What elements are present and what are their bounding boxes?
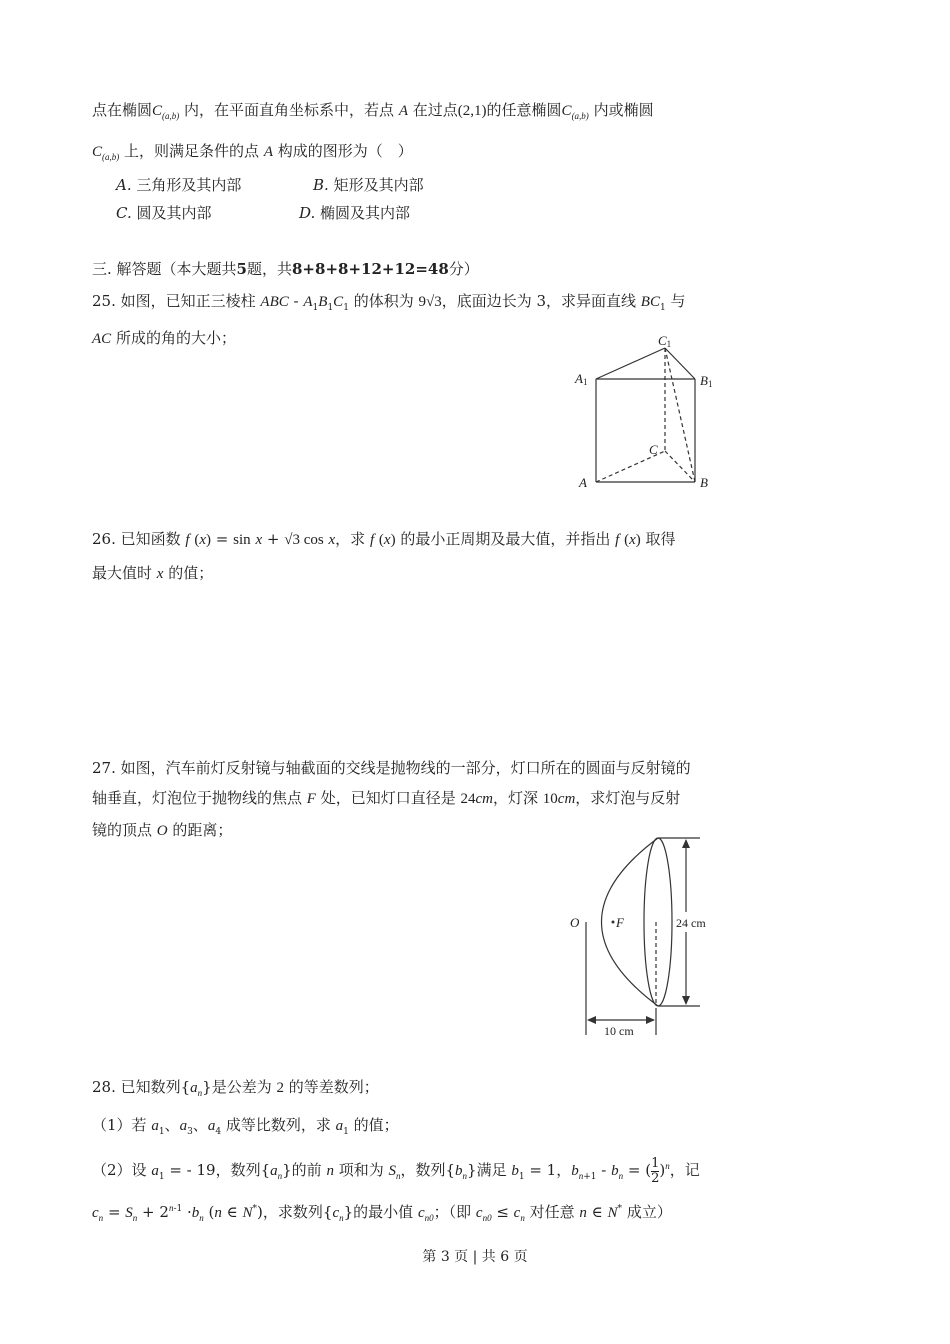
q24-line2: $C_{(a,b)}$ 上，则满足条件的点 A 构成的图形为（ ）: [92, 142, 413, 162]
q25-line1: 25. 如图，已知正三棱柱 ABC - $A_1B_1C_1$ 的体积为 9√3，底面边长为 3，求异面直线 $BC_1$ 与: [92, 292, 686, 313]
page-footer: 第 3 页 | 共 6 页: [422, 1249, 528, 1265]
label-diameter: 24 cm: [676, 916, 706, 930]
label-b1: B1: [700, 373, 713, 389]
label-b: B: [700, 475, 708, 490]
label-o: O: [570, 915, 580, 930]
parabola-curve: [602, 838, 659, 1006]
prism-figure: [570, 333, 730, 493]
edge-cb: [665, 451, 695, 482]
q24-option-c: C. 圆及其内部: [116, 204, 212, 222]
q24-option-d: D. 椭圆及其内部: [299, 204, 411, 222]
label-f: F: [616, 915, 624, 930]
label-a1: A1: [575, 371, 588, 387]
section-title: 三. 解答题（本大题共5题，共8+8+8+12+12=48分）: [92, 260, 479, 278]
edge-a1c1: [596, 348, 665, 379]
q28-part2: （2）设 $a_1$ = - 19，数列$\{a_n\}$的前 n 项和为 $S_n$，数列$\{b_n\}$满足 $b_1 = 1$，$b_{n+1} - b_n$ = ( $\frac{1}{2}$ )$^n$，记: [92, 1155, 700, 1186]
q28-line1: 28. 已知数列$\{a_n\}$是公差为 2 的等差数列；: [92, 1078, 379, 1098]
label-depth: 10 cm: [604, 1024, 634, 1038]
q24-option-b: B. 矩形及其内部: [313, 176, 424, 194]
q24-line1: 点在椭圆$C_{(a,b)}$ 内，在平面直角坐标系中，若点 A 在过点(2,1)的任意椭圆$C_{(a,b)}$ 内或椭圆: [92, 101, 654, 121]
q24-option-a: A. 三角形及其内部: [116, 176, 242, 194]
q28-part2b: $c_n = S_n + 2^{n-1} \cdot b_n$ (n ∈ N*)，求数列$\{c_n\}$的最小值 $c_{n0}$；（即 $c_{n0} \le c_n$ 对任意 n ∈ N* 成立）: [92, 1203, 672, 1223]
focus-point: [612, 921, 615, 924]
label-c: C: [649, 442, 658, 457]
q26-line1: 26. 已知函数 f (x) = sin x + √3 cos x，求 f (x) 的最小正周期及最大值，并指出 f (x) 取得: [92, 530, 676, 548]
q27-line1: 27. 如图，汽车前灯反射镜与轴截面的交线是抛物线的一部分，灯口所在的圆面与反射镜的: [92, 759, 691, 777]
edge-bc1: [665, 348, 695, 482]
q27-line2: 轴垂直，灯泡位于抛物线的焦点 F 处，已知灯口直径是 24cm，灯深 10cm，求灯泡与反射: [92, 789, 681, 807]
q25-line2: AC 所成的角的大小；: [92, 329, 236, 347]
q27-line3: 镜的顶点 O 的距离；: [92, 821, 233, 839]
q26-line2: 最大值时 x 的值；: [92, 564, 214, 582]
label-a: A: [579, 475, 587, 490]
headlight-figure: [560, 830, 740, 1040]
label-c1: C1: [658, 333, 672, 349]
edge-c1b1: [665, 348, 695, 379]
q28-part1: （1）若 $a_1$、$a_3$、$a_4$ 成等比数列，求 $a_1$ 的值；: [92, 1116, 399, 1137]
lamp-opening-ellipse: [644, 838, 672, 1006]
